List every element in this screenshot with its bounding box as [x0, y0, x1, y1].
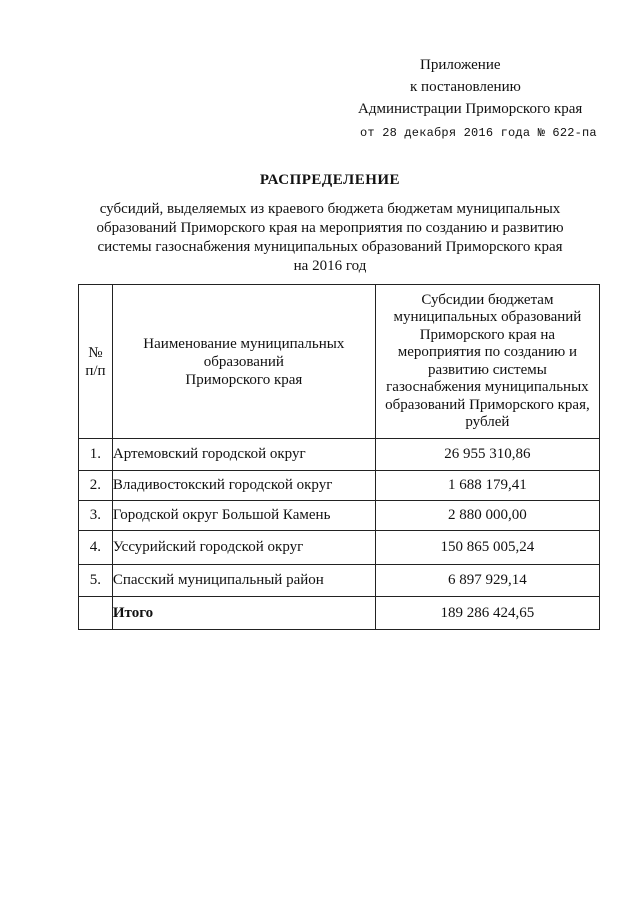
resolution-date-number: от 28 декабря 2016 года № 622-па [360, 126, 597, 140]
header-subsidy [375, 285, 599, 439]
table-row [79, 439, 600, 471]
row-number: 3. [79, 501, 113, 531]
appendix-header [330, 54, 600, 144]
row-number: 5. [79, 565, 113, 597]
table-row [79, 501, 600, 531]
table-header-row [79, 285, 600, 439]
subsidy-amount: 1 688 179,41 [375, 471, 599, 501]
resolution-reference: к постановлению [410, 79, 521, 95]
total-amount: 189 286 424,65 [375, 597, 599, 630]
header-text: п/п [85, 362, 106, 379]
total-row [79, 597, 600, 630]
row-number [79, 597, 113, 630]
header-number [79, 285, 113, 439]
header-text: муниципальных образований [393, 309, 582, 325]
header-text: Субсидии бюджетам [421, 291, 554, 308]
header-text: развитию системы [427, 361, 547, 378]
subsidy-table [78, 284, 600, 630]
header-text: газоснабжения муниципальных [386, 379, 589, 395]
table-row [79, 565, 600, 597]
table-row [79, 471, 600, 501]
subtitle-line: субсидий, выделяемых из краевого бюджета бюджетам муниципальных [99, 201, 561, 217]
municipality-name: Артемовский городской округ [112, 439, 375, 471]
subtitle-line: на 2016 год [293, 258, 367, 274]
header-municipality [112, 285, 375, 439]
header-text: Приморского края на [419, 326, 556, 343]
document-subtitle [80, 200, 580, 276]
appendix-label: Приложение [420, 57, 501, 73]
total-label: Итого [112, 597, 375, 630]
municipality-name: Владивостокский городской округ [112, 471, 375, 501]
row-number: 2. [79, 471, 113, 501]
subsidy-amount: 26 955 310,86 [375, 439, 599, 471]
subsidy-amount: 6 897 929,14 [375, 565, 599, 597]
municipality-name: Уссурийский городской округ [112, 531, 375, 565]
municipality-name: Городской округ Большой Камень [112, 501, 375, 531]
subsidy-amount: 2 880 000,00 [375, 501, 599, 531]
row-number: 1. [79, 439, 113, 471]
subsidy-amount: 150 865 005,24 [375, 531, 599, 565]
administration-name: Администрации Приморского края [358, 101, 583, 117]
subtitle-line: системы газоснабжения муниципальных образований Приморского края [97, 239, 563, 255]
header-text: Приморского края [185, 371, 303, 388]
subtitle-line: образований Приморского края на мероприятия по созданию и развитию [96, 220, 564, 236]
table-row [79, 531, 600, 565]
municipality-name: Спасский муниципальный район [112, 565, 375, 597]
header-text: образований Приморского края, [385, 396, 590, 413]
header-text: образований [203, 353, 284, 370]
header-text: Наименование муниципальных [143, 335, 345, 352]
header-text: № [88, 344, 103, 361]
header-text: мероприятия по созданию и [397, 344, 578, 360]
document-title: РАСПРЕДЕЛЕНИЕ [259, 172, 401, 188]
row-number: 4. [79, 531, 113, 565]
header-text: рублей [465, 414, 510, 430]
